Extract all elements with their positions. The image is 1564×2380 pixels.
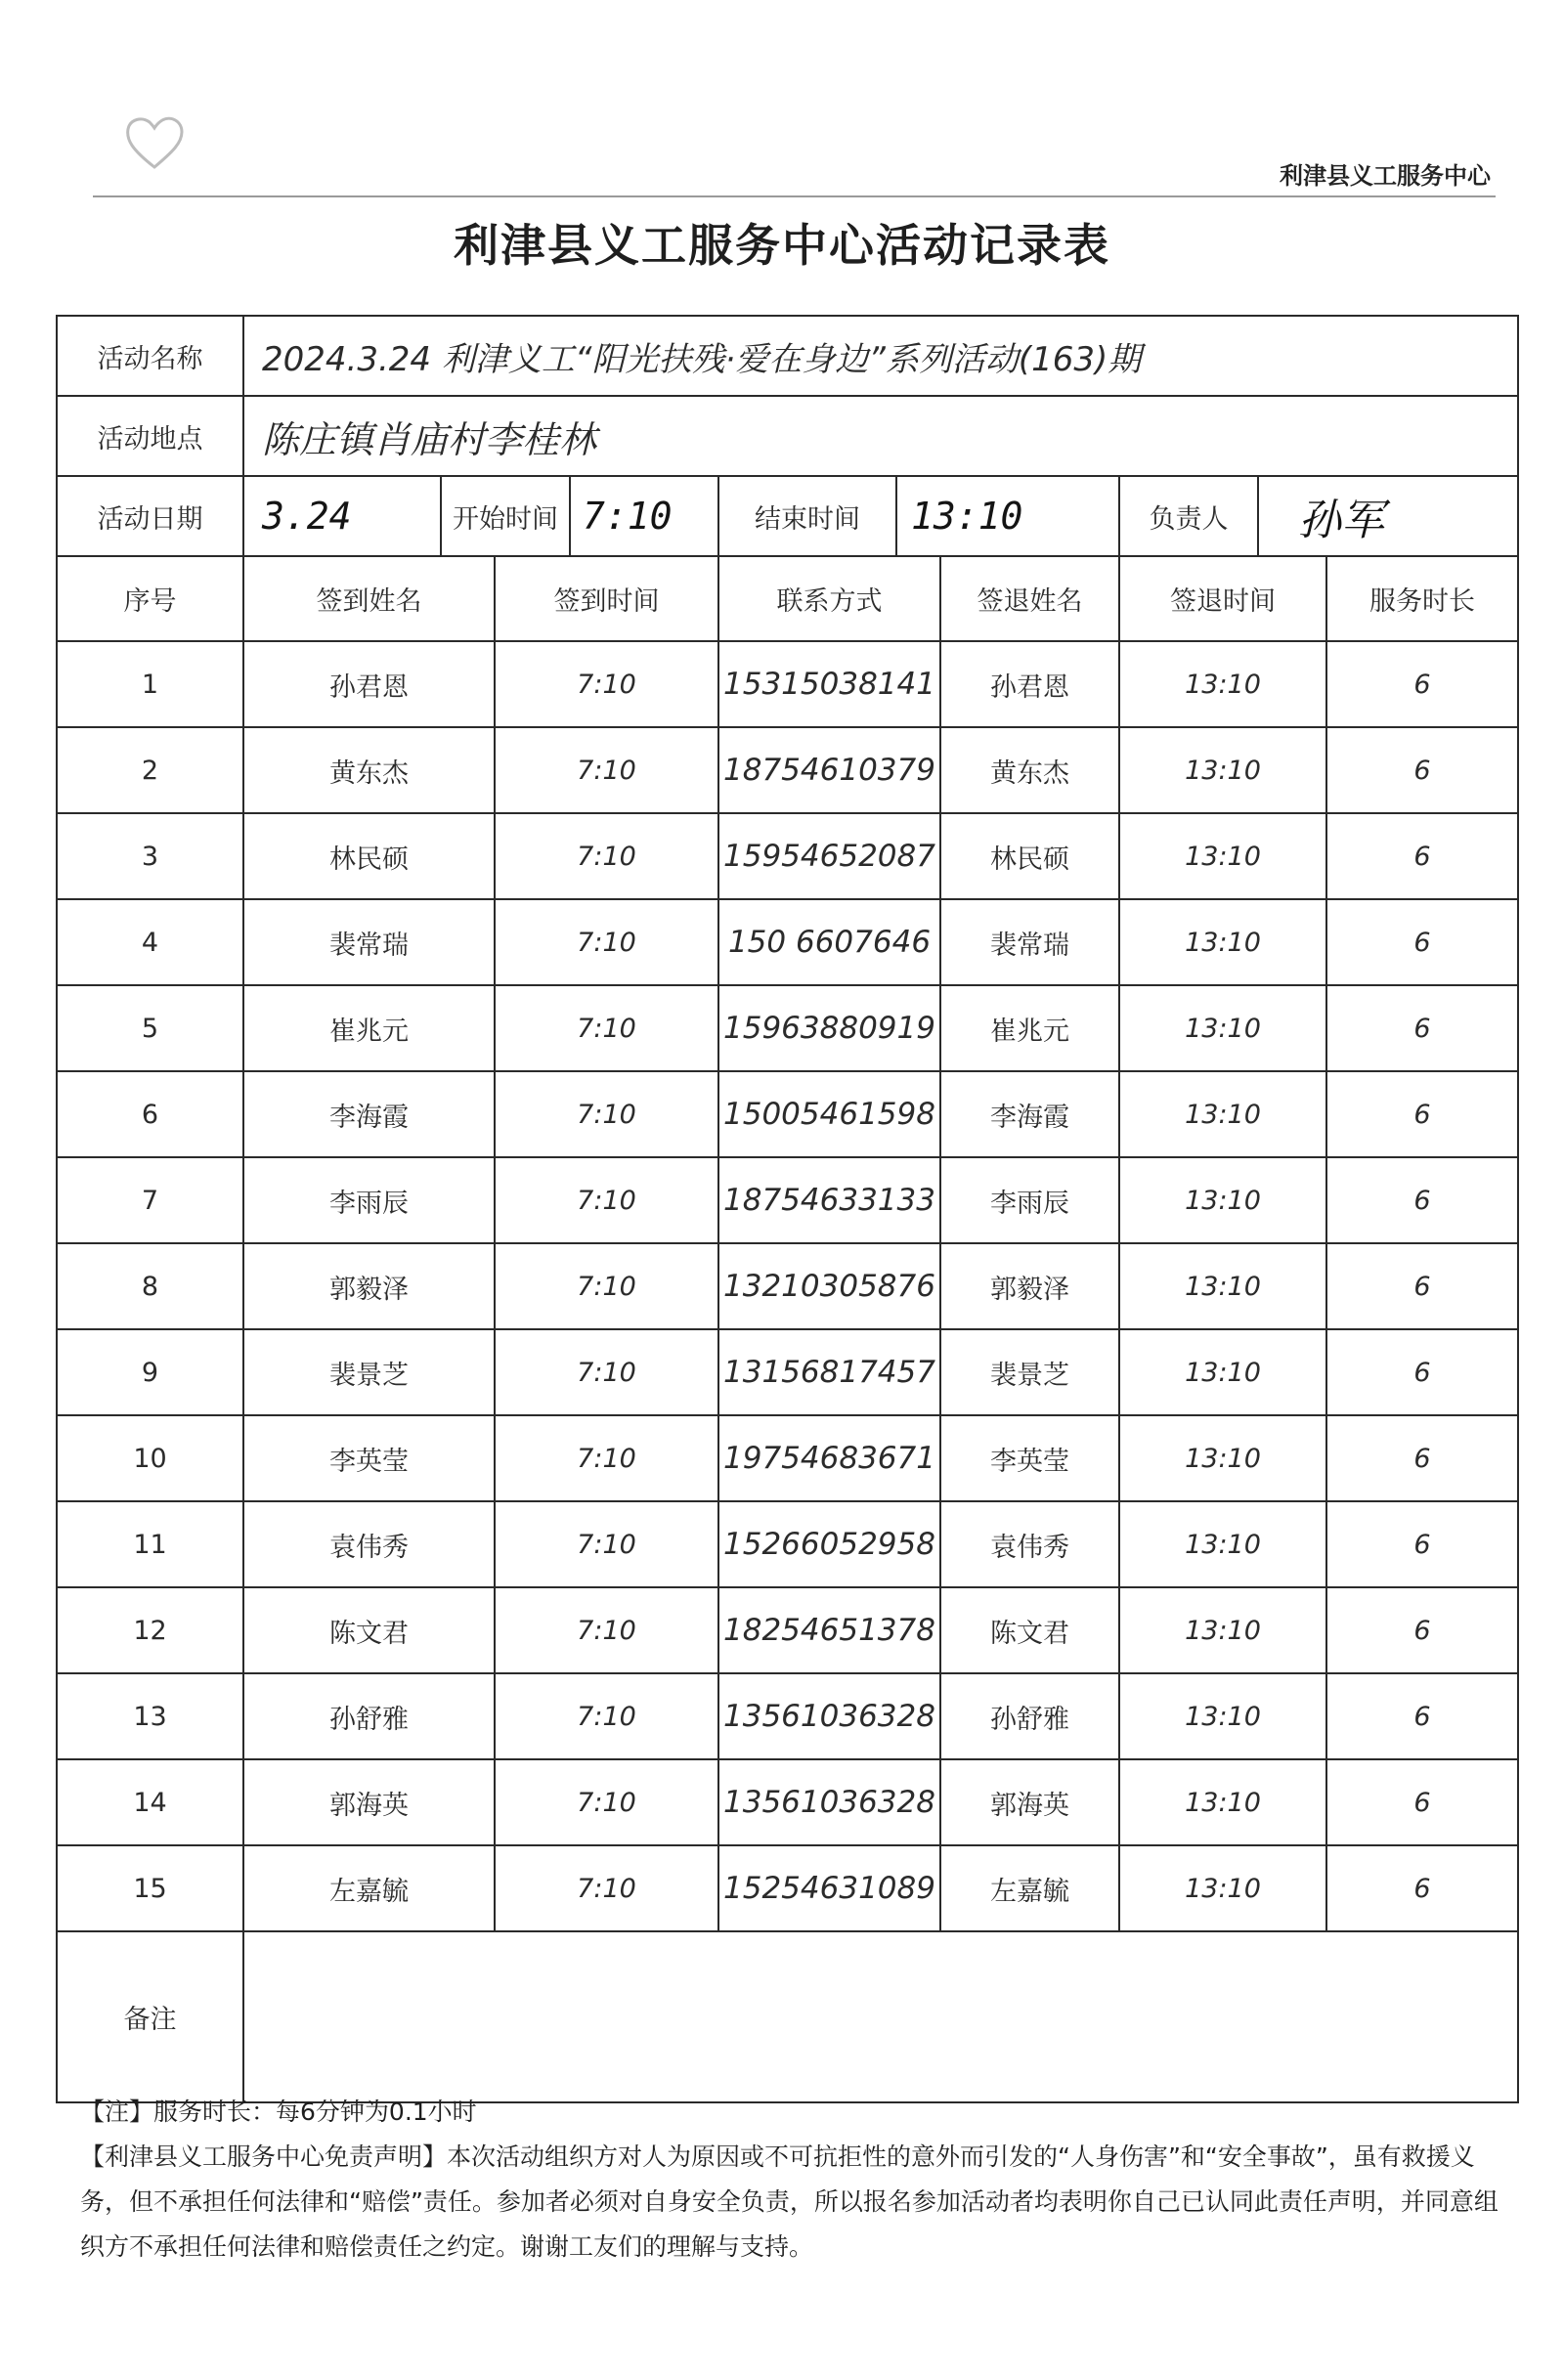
col-header-signout-name: 签退姓名 — [940, 556, 1119, 641]
remarks-value — [243, 1931, 1518, 2102]
phone-number: 19754683671 — [718, 1415, 940, 1501]
signin-name: 袁伟秀 — [243, 1501, 495, 1587]
row-number: 3 — [57, 813, 243, 899]
signout-name: 孙君恩 — [940, 641, 1119, 727]
signin-name: 郭海英 — [243, 1759, 495, 1845]
service-hours: 6 — [1326, 1587, 1518, 1673]
signin-name: 孙舒雅 — [243, 1673, 495, 1759]
signout-time: 13:10 — [1119, 1845, 1326, 1931]
signout-time: 13:10 — [1119, 1071, 1326, 1157]
signout-name: 李英莹 — [940, 1415, 1119, 1501]
col-header-signout-time: 签退时间 — [1119, 556, 1326, 641]
activity-record-table — [56, 315, 1519, 2103]
signin-name: 黄东杰 — [243, 727, 495, 813]
signout-name: 裴常瑞 — [940, 899, 1119, 985]
date-cell — [243, 476, 718, 556]
table-row — [57, 1501, 1518, 1587]
signout-time: 13:10 — [1119, 1243, 1326, 1329]
date-label: 活动日期 — [57, 476, 243, 556]
table-row — [57, 1329, 1518, 1415]
row-number: 1 — [57, 641, 243, 727]
end-time-label: 结束时间 — [755, 503, 860, 535]
signout-name: 孙舒雅 — [940, 1673, 1119, 1759]
signout-time: 13:10 — [1119, 985, 1326, 1071]
service-hours: 6 — [1326, 1329, 1518, 1415]
org-header: 利津县义工服务中心 — [1280, 162, 1491, 190]
signin-time: 7:10 — [495, 641, 718, 727]
signout-time: 13:10 — [1119, 727, 1326, 813]
signin-time: 7:10 — [495, 1157, 718, 1243]
signin-time: 7:10 — [495, 1071, 718, 1157]
table-row — [57, 1759, 1518, 1845]
signin-time: 7:10 — [495, 1845, 718, 1931]
phone-number: 13561036328 — [718, 1759, 940, 1845]
location-label: 活动地点 — [57, 396, 243, 476]
phone-number: 13156817457 — [718, 1329, 940, 1415]
signout-time: 13:10 — [1119, 1501, 1326, 1587]
signout-time: 13:10 — [1119, 1329, 1326, 1415]
header-divider — [93, 195, 1496, 197]
table-row — [57, 1243, 1518, 1329]
phone-number: 15315038141 — [718, 641, 940, 727]
owner-value: 孙军 — [1298, 496, 1384, 545]
row-number: 13 — [57, 1673, 243, 1759]
end-cell — [718, 476, 1119, 556]
signin-name: 李英莹 — [243, 1415, 495, 1501]
signout-time: 13:10 — [1119, 1587, 1326, 1673]
footer — [80, 2090, 1505, 2270]
remarks-row — [57, 1931, 1518, 2102]
signin-name: 陈文君 — [243, 1587, 495, 1673]
phone-number: 18254651378 — [718, 1587, 940, 1673]
signout-name: 袁伟秀 — [940, 1501, 1119, 1587]
row-number: 11 — [57, 1501, 243, 1587]
signin-time: 7:10 — [495, 1501, 718, 1587]
service-hours: 6 — [1326, 1243, 1518, 1329]
column-header-row — [57, 556, 1518, 641]
signin-time: 7:10 — [495, 813, 718, 899]
service-hours: 6 — [1326, 1501, 1518, 1587]
signin-name: 林民硕 — [243, 813, 495, 899]
signout-name: 左嘉毓 — [940, 1845, 1119, 1931]
row-number: 6 — [57, 1071, 243, 1157]
activity-name-label: 活动名称 — [57, 316, 243, 396]
signout-name: 李雨辰 — [940, 1157, 1119, 1243]
signin-time: 7:10 — [495, 1759, 718, 1845]
signin-time: 7:10 — [495, 899, 718, 985]
signout-name: 郭毅泽 — [940, 1243, 1119, 1329]
meta-row-name — [57, 316, 1518, 396]
signout-time: 13:10 — [1119, 1759, 1326, 1845]
signout-time: 13:10 — [1119, 899, 1326, 985]
table-row — [57, 813, 1518, 899]
owner-label: 负责人 — [1149, 503, 1229, 535]
phone-number: 18754610379 — [718, 727, 940, 813]
table-row — [57, 1845, 1518, 1931]
signout-name: 林民硕 — [940, 813, 1119, 899]
start-time-value: 7:10 — [583, 495, 673, 538]
phone-number: 18754633133 — [718, 1157, 940, 1243]
table-row — [57, 1673, 1518, 1759]
col-header-no: 序号 — [57, 556, 243, 641]
signout-name: 郭海英 — [940, 1759, 1119, 1845]
service-hours: 6 — [1326, 641, 1518, 727]
row-number: 7 — [57, 1157, 243, 1243]
signout-time: 13:10 — [1119, 813, 1326, 899]
table-row — [57, 1415, 1518, 1501]
signin-time: 7:10 — [495, 727, 718, 813]
table-row — [57, 727, 1518, 813]
service-hours: 6 — [1326, 1157, 1518, 1243]
signin-time: 7:10 — [495, 1673, 718, 1759]
meta-row-date — [57, 476, 1518, 556]
end-time-value: 13:10 — [911, 495, 1023, 538]
phone-number: 15954652087 — [718, 813, 940, 899]
phone-number: 15005461598 — [718, 1071, 940, 1157]
heart-icon — [122, 112, 187, 173]
phone-number: 150 6607646 — [718, 899, 940, 985]
signin-time: 7:10 — [495, 1243, 718, 1329]
date-value: 3.24 — [262, 495, 352, 538]
col-header-signin-name: 签到姓名 — [243, 556, 495, 641]
service-hours: 6 — [1326, 985, 1518, 1071]
service-hours-note: 【注】服务时长：每6分钟为0.1小时 — [80, 2098, 477, 2126]
phone-number: 15254631089 — [718, 1845, 940, 1931]
row-number: 2 — [57, 727, 243, 813]
row-number: 14 — [57, 1759, 243, 1845]
table-row — [57, 1071, 1518, 1157]
service-hours: 6 — [1326, 1673, 1518, 1759]
start-time-label: 开始时间 — [453, 503, 558, 535]
location-value: 陈庄镇肖庙村李桂林 — [243, 396, 1518, 476]
signin-time: 7:10 — [495, 985, 718, 1071]
service-hours: 6 — [1326, 1845, 1518, 1931]
service-hours: 6 — [1326, 727, 1518, 813]
col-header-phone: 联系方式 — [718, 556, 940, 641]
table-row — [57, 1587, 1518, 1673]
signin-time: 7:10 — [495, 1587, 718, 1673]
remarks-label: 备注 — [57, 1931, 243, 2102]
signin-name: 左嘉毓 — [243, 1845, 495, 1931]
disclaimer: 【利津县义工服务中心免责声明】本次活动组织方对人为原因或不可抗拒性的意外而引发的“人身伤害”和“安全事故”，虽有救援义务，但不承担任何法律和“赔偿”责任。参加者必须对自身安全负责，所以报名参加活动者均表明你自己已认同此责任声明，并同意组织方不承担任何法律和赔偿责任之约定。谢谢工友们的理解与支持。 — [80, 2142, 1499, 2261]
table-row — [57, 985, 1518, 1071]
meta-row-location — [57, 396, 1518, 476]
service-hours: 6 — [1326, 1415, 1518, 1501]
table-body — [57, 641, 1518, 1931]
signout-name: 崔兆元 — [940, 985, 1119, 1071]
signout-time: 13:10 — [1119, 1157, 1326, 1243]
phone-number: 13210305876 — [718, 1243, 940, 1329]
service-hours: 6 — [1326, 813, 1518, 899]
row-number: 9 — [57, 1329, 243, 1415]
signin-time: 7:10 — [495, 1415, 718, 1501]
phone-number: 15266052958 — [718, 1501, 940, 1587]
service-hours: 6 — [1326, 899, 1518, 985]
signout-name: 陈文君 — [940, 1587, 1119, 1673]
row-number: 15 — [57, 1845, 243, 1931]
table-row — [57, 1157, 1518, 1243]
service-hours: 6 — [1326, 1759, 1518, 1845]
row-number: 5 — [57, 985, 243, 1071]
signin-name: 裴景芝 — [243, 1329, 495, 1415]
owner-cell — [1119, 476, 1518, 556]
signout-name: 李海霞 — [940, 1071, 1119, 1157]
signin-time: 7:10 — [495, 1329, 718, 1415]
document-title: 利津县义工服务中心活动记录表 — [454, 219, 1110, 272]
service-hours: 6 — [1326, 1071, 1518, 1157]
phone-number: 15963880919 — [718, 985, 940, 1071]
phone-number: 13561036328 — [718, 1673, 940, 1759]
signin-name: 孙君恩 — [243, 641, 495, 727]
signin-name: 裴常瑞 — [243, 899, 495, 985]
col-header-signin-time: 签到时间 — [495, 556, 718, 641]
signout-name: 裴景芝 — [940, 1329, 1119, 1415]
signout-time: 13:10 — [1119, 1415, 1326, 1501]
row-number: 10 — [57, 1415, 243, 1501]
signin-name: 郭毅泽 — [243, 1243, 495, 1329]
row-number: 12 — [57, 1587, 243, 1673]
signout-time: 13:10 — [1119, 1673, 1326, 1759]
row-number: 4 — [57, 899, 243, 985]
col-header-service-hours: 服务时长 — [1326, 556, 1518, 641]
table-row — [57, 641, 1518, 727]
signin-name: 李雨辰 — [243, 1157, 495, 1243]
signin-name: 崔兆元 — [243, 985, 495, 1071]
table-row — [57, 899, 1518, 985]
row-number: 8 — [57, 1243, 243, 1329]
signout-time: 13:10 — [1119, 641, 1326, 727]
signout-name: 黄东杰 — [940, 727, 1119, 813]
signin-name: 李海霞 — [243, 1071, 495, 1157]
activity-name-value: 2024.3.24 利津义工“阳光扶残·爱在身边”系列活动(163)期 — [243, 316, 1518, 396]
